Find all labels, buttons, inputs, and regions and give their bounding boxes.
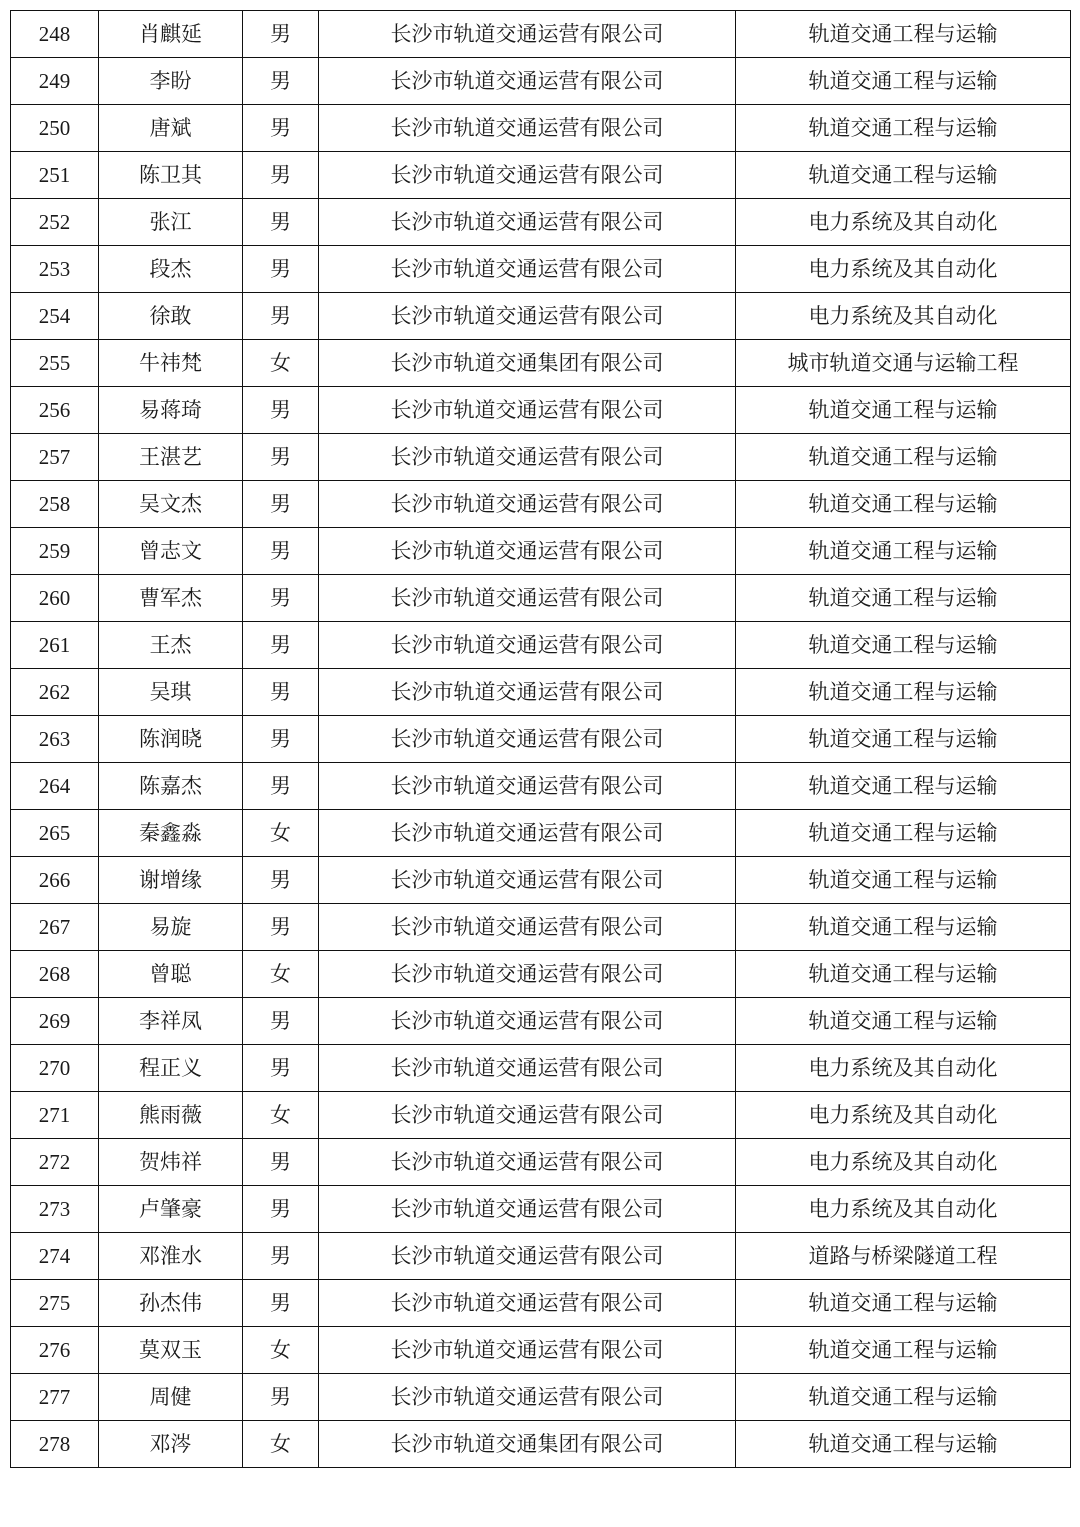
table-row xyxy=(11,1233,1071,1280)
cell-company: 长沙市轨道交通运营有限公司 xyxy=(319,11,736,58)
cell-major: 轨道交通工程与运输 xyxy=(736,622,1071,669)
table-row xyxy=(11,199,1071,246)
cell-major: 城市轨道交通与运输工程 xyxy=(736,340,1071,387)
cell-major: 电力系统及其自动化 xyxy=(736,1186,1071,1233)
cell-serial-number: 254 xyxy=(11,293,99,340)
cell-person-name: 陈润晓 xyxy=(99,716,243,763)
cell-person-name: 邓淮水 xyxy=(99,1233,243,1280)
cell-person-name: 曾聪 xyxy=(99,951,243,998)
cell-major: 轨道交通工程与运输 xyxy=(736,763,1071,810)
cell-major: 道路与桥梁隧道工程 xyxy=(736,1233,1071,1280)
table-row xyxy=(11,904,1071,951)
cell-company: 长沙市轨道交通运营有限公司 xyxy=(319,904,736,951)
cell-company: 长沙市轨道交通运营有限公司 xyxy=(319,622,736,669)
cell-major: 轨道交通工程与运输 xyxy=(736,1374,1071,1421)
cell-company: 长沙市轨道交通运营有限公司 xyxy=(319,152,736,199)
table-row xyxy=(11,481,1071,528)
cell-major: 轨道交通工程与运输 xyxy=(736,998,1071,1045)
cell-gender: 男 xyxy=(243,246,319,293)
cell-gender: 女 xyxy=(243,951,319,998)
cell-serial-number: 276 xyxy=(11,1327,99,1374)
table-row xyxy=(11,763,1071,810)
cell-gender: 男 xyxy=(243,1139,319,1186)
cell-serial-number: 255 xyxy=(11,340,99,387)
cell-gender: 男 xyxy=(243,904,319,951)
table-row xyxy=(11,434,1071,481)
cell-major: 轨道交通工程与运输 xyxy=(736,105,1071,152)
cell-person-name: 李祥凤 xyxy=(99,998,243,1045)
cell-gender: 男 xyxy=(243,998,319,1045)
cell-major: 轨道交通工程与运输 xyxy=(736,1421,1071,1468)
cell-company: 长沙市轨道交通运营有限公司 xyxy=(319,246,736,293)
cell-serial-number: 252 xyxy=(11,199,99,246)
cell-major: 轨道交通工程与运输 xyxy=(736,11,1071,58)
table-row xyxy=(11,716,1071,763)
cell-serial-number: 260 xyxy=(11,575,99,622)
cell-major: 轨道交通工程与运输 xyxy=(736,434,1071,481)
cell-gender: 男 xyxy=(243,481,319,528)
cell-company: 长沙市轨道交通运营有限公司 xyxy=(319,998,736,1045)
cell-person-name: 王湛艺 xyxy=(99,434,243,481)
cell-company: 长沙市轨道交通运营有限公司 xyxy=(319,199,736,246)
table-row xyxy=(11,951,1071,998)
cell-major: 轨道交通工程与运输 xyxy=(736,951,1071,998)
cell-major: 轨道交通工程与运输 xyxy=(736,1280,1071,1327)
cell-company: 长沙市轨道交通运营有限公司 xyxy=(319,387,736,434)
table-row xyxy=(11,1186,1071,1233)
cell-serial-number: 258 xyxy=(11,481,99,528)
cell-major: 轨道交通工程与运输 xyxy=(736,58,1071,105)
cell-major: 电力系统及其自动化 xyxy=(736,199,1071,246)
cell-person-name: 吴琪 xyxy=(99,669,243,716)
table-row xyxy=(11,387,1071,434)
table-row xyxy=(11,1280,1071,1327)
cell-company: 长沙市轨道交通运营有限公司 xyxy=(319,528,736,575)
table-row xyxy=(11,246,1071,293)
cell-person-name: 李盼 xyxy=(99,58,243,105)
cell-serial-number: 278 xyxy=(11,1421,99,1468)
cell-major: 电力系统及其自动化 xyxy=(736,1139,1071,1186)
roster-table xyxy=(10,10,1071,1468)
cell-major: 轨道交通工程与运输 xyxy=(736,152,1071,199)
cell-person-name: 肖麒延 xyxy=(99,11,243,58)
cell-person-name: 曾志文 xyxy=(99,528,243,575)
table-row xyxy=(11,575,1071,622)
cell-person-name: 陈卫其 xyxy=(99,152,243,199)
table-row xyxy=(11,528,1071,575)
cell-serial-number: 268 xyxy=(11,951,99,998)
cell-gender: 男 xyxy=(243,857,319,904)
cell-person-name: 唐斌 xyxy=(99,105,243,152)
cell-person-name: 熊雨薇 xyxy=(99,1092,243,1139)
cell-major: 电力系统及其自动化 xyxy=(736,1045,1071,1092)
cell-gender: 女 xyxy=(243,1327,319,1374)
cell-major: 轨道交通工程与运输 xyxy=(736,528,1071,575)
cell-major: 轨道交通工程与运输 xyxy=(736,481,1071,528)
table-row xyxy=(11,1045,1071,1092)
cell-serial-number: 261 xyxy=(11,622,99,669)
cell-serial-number: 270 xyxy=(11,1045,99,1092)
table-row xyxy=(11,998,1071,1045)
cell-major: 轨道交通工程与运输 xyxy=(736,387,1071,434)
cell-person-name: 贺炜祥 xyxy=(99,1139,243,1186)
cell-person-name: 易旋 xyxy=(99,904,243,951)
cell-company: 长沙市轨道交通运营有限公司 xyxy=(319,810,736,857)
cell-gender: 男 xyxy=(243,58,319,105)
cell-gender: 女 xyxy=(243,340,319,387)
cell-serial-number: 259 xyxy=(11,528,99,575)
cell-serial-number: 249 xyxy=(11,58,99,105)
cell-company: 长沙市轨道交通运营有限公司 xyxy=(319,1045,736,1092)
cell-person-name: 王杰 xyxy=(99,622,243,669)
cell-gender: 女 xyxy=(243,1421,319,1468)
cell-gender: 男 xyxy=(243,1186,319,1233)
table-row xyxy=(11,622,1071,669)
cell-major: 轨道交通工程与运输 xyxy=(736,810,1071,857)
cell-gender: 女 xyxy=(243,810,319,857)
cell-person-name: 牛祎梵 xyxy=(99,340,243,387)
cell-person-name: 曹军杰 xyxy=(99,575,243,622)
cell-serial-number: 266 xyxy=(11,857,99,904)
cell-company: 长沙市轨道交通运营有限公司 xyxy=(319,434,736,481)
cell-company: 长沙市轨道交通运营有限公司 xyxy=(319,293,736,340)
cell-gender: 男 xyxy=(243,199,319,246)
cell-person-name: 程正义 xyxy=(99,1045,243,1092)
table-row xyxy=(11,58,1071,105)
cell-serial-number: 264 xyxy=(11,763,99,810)
table-row xyxy=(11,1092,1071,1139)
cell-person-name: 张江 xyxy=(99,199,243,246)
cell-gender: 男 xyxy=(243,622,319,669)
cell-company: 长沙市轨道交通运营有限公司 xyxy=(319,1092,736,1139)
cell-company: 长沙市轨道交通运营有限公司 xyxy=(319,1374,736,1421)
cell-company: 长沙市轨道交通运营有限公司 xyxy=(319,1186,736,1233)
cell-gender: 男 xyxy=(243,105,319,152)
cell-serial-number: 256 xyxy=(11,387,99,434)
cell-company: 长沙市轨道交通运营有限公司 xyxy=(319,857,736,904)
cell-gender: 男 xyxy=(243,1045,319,1092)
cell-serial-number: 277 xyxy=(11,1374,99,1421)
cell-company: 长沙市轨道交通运营有限公司 xyxy=(319,669,736,716)
cell-major: 轨道交通工程与运输 xyxy=(736,669,1071,716)
cell-company: 长沙市轨道交通运营有限公司 xyxy=(319,1139,736,1186)
cell-serial-number: 271 xyxy=(11,1092,99,1139)
cell-person-name: 段杰 xyxy=(99,246,243,293)
cell-company: 长沙市轨道交通运营有限公司 xyxy=(319,481,736,528)
cell-serial-number: 267 xyxy=(11,904,99,951)
cell-person-name: 莫双玉 xyxy=(99,1327,243,1374)
cell-company: 长沙市轨道交通集团有限公司 xyxy=(319,1421,736,1468)
cell-major: 轨道交通工程与运输 xyxy=(736,904,1071,951)
table-row xyxy=(11,293,1071,340)
cell-major: 电力系统及其自动化 xyxy=(736,246,1071,293)
cell-company: 长沙市轨道交通运营有限公司 xyxy=(319,1280,736,1327)
cell-serial-number: 269 xyxy=(11,998,99,1045)
cell-serial-number: 265 xyxy=(11,810,99,857)
cell-company: 长沙市轨道交通运营有限公司 xyxy=(319,105,736,152)
table-row xyxy=(11,152,1071,199)
cell-serial-number: 248 xyxy=(11,11,99,58)
cell-person-name: 卢肇豪 xyxy=(99,1186,243,1233)
table-row xyxy=(11,669,1071,716)
cell-serial-number: 273 xyxy=(11,1186,99,1233)
cell-company: 长沙市轨道交通运营有限公司 xyxy=(319,1327,736,1374)
roster-sheet xyxy=(10,10,1070,1468)
table-row xyxy=(11,857,1071,904)
cell-serial-number: 272 xyxy=(11,1139,99,1186)
cell-gender: 男 xyxy=(243,1374,319,1421)
cell-person-name: 陈嘉杰 xyxy=(99,763,243,810)
cell-gender: 男 xyxy=(243,152,319,199)
cell-gender: 男 xyxy=(243,1280,319,1327)
cell-gender: 男 xyxy=(243,1233,319,1280)
cell-major: 轨道交通工程与运输 xyxy=(736,575,1071,622)
cell-company: 长沙市轨道交通运营有限公司 xyxy=(319,58,736,105)
cell-gender: 男 xyxy=(243,293,319,340)
table-row xyxy=(11,340,1071,387)
cell-gender: 男 xyxy=(243,434,319,481)
cell-company: 长沙市轨道交通运营有限公司 xyxy=(319,951,736,998)
cell-gender: 男 xyxy=(243,763,319,810)
cell-company: 长沙市轨道交通运营有限公司 xyxy=(319,575,736,622)
cell-company: 长沙市轨道交通集团有限公司 xyxy=(319,340,736,387)
cell-person-name: 谢增缘 xyxy=(99,857,243,904)
table-row xyxy=(11,1327,1071,1374)
cell-major: 轨道交通工程与运输 xyxy=(736,857,1071,904)
cell-major: 电力系统及其自动化 xyxy=(736,1092,1071,1139)
cell-serial-number: 262 xyxy=(11,669,99,716)
cell-company: 长沙市轨道交通运营有限公司 xyxy=(319,763,736,810)
cell-person-name: 秦鑫淼 xyxy=(99,810,243,857)
cell-gender: 男 xyxy=(243,716,319,763)
cell-person-name: 易蒋琦 xyxy=(99,387,243,434)
cell-serial-number: 257 xyxy=(11,434,99,481)
cell-major: 电力系统及其自动化 xyxy=(736,293,1071,340)
table-row xyxy=(11,105,1071,152)
cell-major: 轨道交通工程与运输 xyxy=(736,716,1071,763)
cell-serial-number: 251 xyxy=(11,152,99,199)
cell-gender: 男 xyxy=(243,669,319,716)
cell-gender: 男 xyxy=(243,528,319,575)
cell-gender: 男 xyxy=(243,11,319,58)
table-row xyxy=(11,1421,1071,1468)
cell-serial-number: 263 xyxy=(11,716,99,763)
cell-gender: 女 xyxy=(243,1092,319,1139)
table-row xyxy=(11,1139,1071,1186)
cell-serial-number: 253 xyxy=(11,246,99,293)
table-row xyxy=(11,11,1071,58)
cell-company: 长沙市轨道交通运营有限公司 xyxy=(319,716,736,763)
cell-person-name: 周健 xyxy=(99,1374,243,1421)
cell-person-name: 吴文杰 xyxy=(99,481,243,528)
table-row xyxy=(11,810,1071,857)
cell-person-name: 徐敢 xyxy=(99,293,243,340)
cell-company: 长沙市轨道交通运营有限公司 xyxy=(319,1233,736,1280)
table-row xyxy=(11,1374,1071,1421)
cell-person-name: 邓涔 xyxy=(99,1421,243,1468)
roster-table-body xyxy=(11,11,1071,1468)
cell-serial-number: 274 xyxy=(11,1233,99,1280)
cell-gender: 男 xyxy=(243,575,319,622)
cell-major: 轨道交通工程与运输 xyxy=(736,1327,1071,1374)
cell-person-name: 孙杰伟 xyxy=(99,1280,243,1327)
cell-serial-number: 250 xyxy=(11,105,99,152)
cell-gender: 男 xyxy=(243,387,319,434)
cell-serial-number: 275 xyxy=(11,1280,99,1327)
